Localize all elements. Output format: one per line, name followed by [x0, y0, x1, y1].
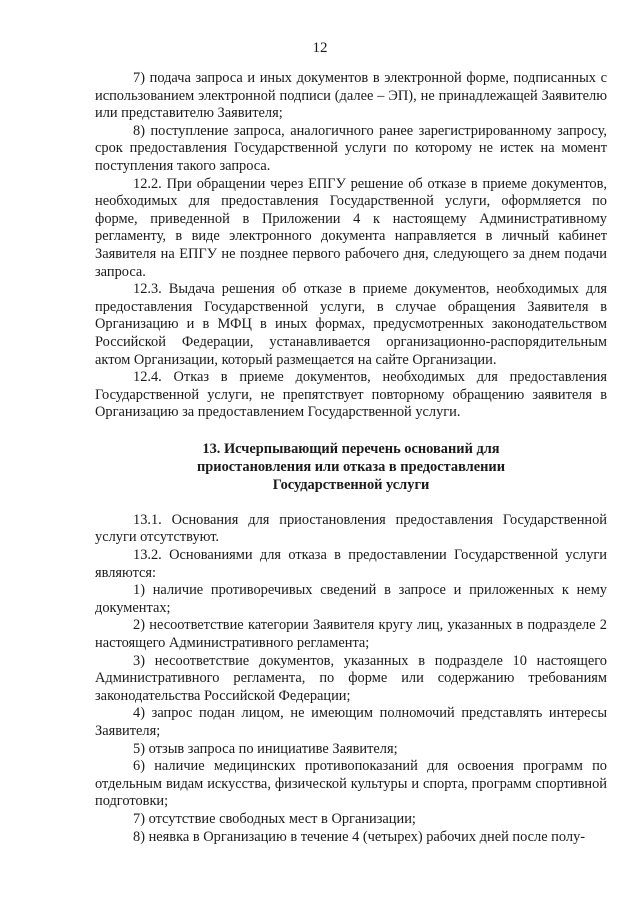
paragraph-12-2: 12.2. При обращении через ЕПГУ решение об отказе в приеме документов, необходимых для предоставления Государственной услуги, оформляется по форме, приведенной в Приложении 4 к настоящему Административному регламенту, в виде электронного документа направляется в личный кабинет Заявителя на ЕПГУ не позднее первого рабочего дня, следующего за днем подачи запроса.	[95, 175, 607, 280]
list-item-7: 7) отсутствие свободных мест в Организации;	[133, 810, 416, 827]
list-item-1: 1) наличие противоречивых сведений в запросе и приложенных к нему документах;	[95, 582, 607, 616]
paragraph-12-3: 12.3. Выдача решения об отказе в приеме документов, необходимых для предоставления Государственной услуги, в случае обращения Заявителя в Организацию и в МФЦ в иных формах, предусмотренных законодательством Российской Федерации, устанавливается организационно-распорядительным актом Организации, который размещается на сайте Организации.	[95, 281, 607, 368]
paragraph-13-2: 13.2. Основаниями для отказа в предоставлении Государственной услуги являются:	[95, 547, 607, 581]
paragraph-item-8: 8) поступление запроса, аналогичного ранее зарегистрированному запросу, срок предоставления Государственной услуги по которому не истек на момент поступления такого запроса.	[95, 122, 607, 174]
list-item-6: 6) наличие медицинских противопоказаний для освоения программ по отдельным видам искусства, физической культуры и спорта, программ спортивной подготовки;	[95, 758, 607, 810]
heading-line-1: 13. Исчерпывающий перечень оснований для	[202, 440, 500, 457]
document-body	[95, 70, 607, 846]
paragraph-13-1: 13.1. Основания для приостановления предоставления Государственной услуги отсутствуют.	[95, 511, 607, 546]
paragraph-12-4: 12.4. Отказ в приеме документов, необходимых для предоставления Государственной услуги, не препятствует повторному обращению заявителя в Организацию за предоставлением Государственной услуги.	[95, 369, 607, 421]
list-item-5: 5) отзыв запроса по инициативе Заявителя;	[133, 740, 398, 757]
list-item-8: 8) неявка в Организацию в течение 4 (четырех) рабочих дней после полу-	[133, 828, 586, 845]
heading-line-3: Государственной услуги	[272, 476, 430, 493]
list-item-4: 4) запрос подан лицом, не имеющим полномочий представлять интересы Заявителя;	[95, 705, 607, 739]
list-item-3: 3) несоответствие документов, указанных в подразделе 10 настоящего Административного регламента, по форме или содержанию требованиям законодательства Российской Федерации;	[95, 652, 607, 704]
paragraph-item-7: 7) подача запроса и иных документов в электронной форме, подписанных с использованием электронной подписи (далее – ЭП), не принадлежащей Заявителю или представителю Заявителя;	[95, 70, 607, 122]
page-number: 12	[312, 40, 328, 56]
heading-line-2: приостановления или отказа в предоставлении	[197, 458, 505, 475]
section-13-heading	[95, 440, 607, 494]
list-item-2: 2) несоответствие категории Заявителя кругу лиц, указанных в подразделе 2 настоящего Административного регламента;	[95, 617, 607, 652]
